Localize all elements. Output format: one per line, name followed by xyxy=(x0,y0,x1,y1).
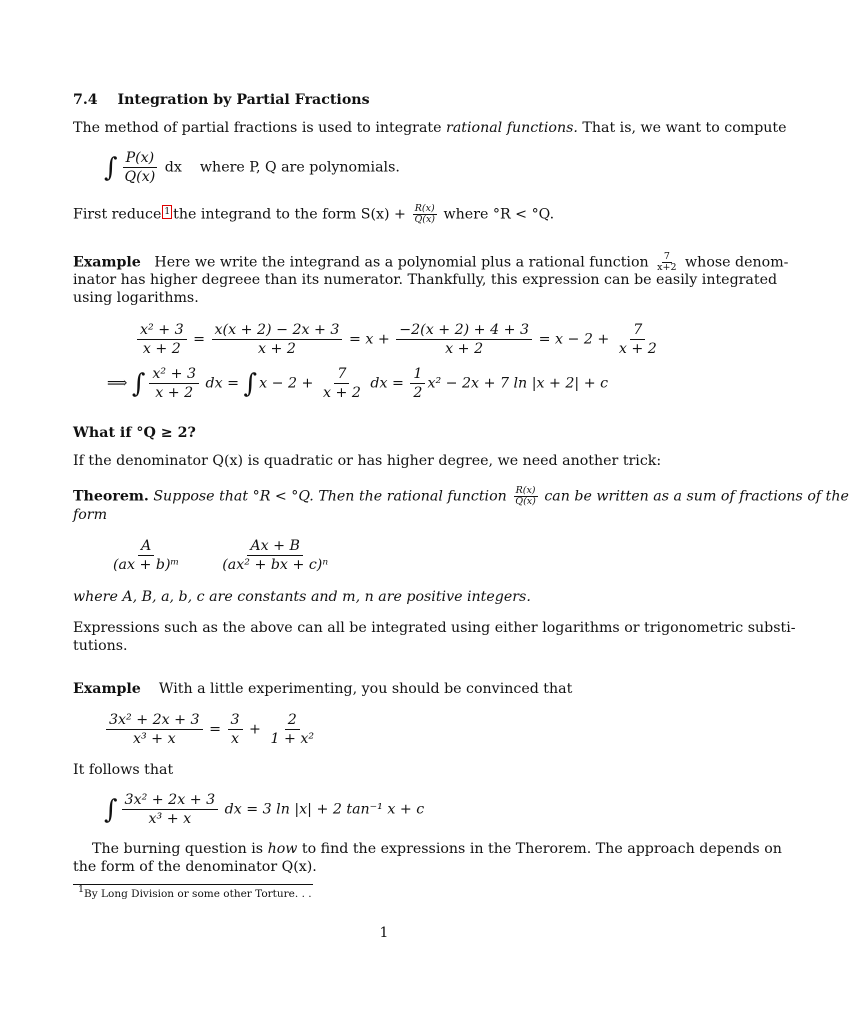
frac1 xyxy=(137,322,187,357)
equation-integral xyxy=(104,150,400,185)
eq-mid2: = x − 2 + xyxy=(538,331,610,348)
section-number: 7.4 xyxy=(73,92,98,108)
eq-mid: = x + xyxy=(348,331,390,348)
frac-num: x² + 3 xyxy=(149,366,199,384)
integral-sign: ∫ xyxy=(104,794,118,825)
eq-mid: dx = xyxy=(205,375,240,392)
frac-den: x + 2 xyxy=(258,341,296,357)
intro-text: The method of partial fractions is used to integrate xyxy=(73,120,447,136)
integral-sign: ∫ xyxy=(131,368,146,399)
frac2 xyxy=(212,322,343,357)
frac-num: 3x² + 2x + 3 xyxy=(122,792,219,810)
burning-text-end: to find the expressions in the Therorem. The approach depends on xyxy=(297,841,782,857)
frac-den: Q(x) xyxy=(515,496,536,507)
frac-num: 2 xyxy=(285,712,300,730)
frac1 xyxy=(106,712,203,747)
follows-line: It follows that xyxy=(73,762,174,778)
section-title: Integration by Partial Fractions xyxy=(117,92,370,108)
frac3 xyxy=(410,366,425,401)
frac-num: −2(x + 2) + 4 + 3 xyxy=(396,322,532,340)
expressions-line1: Expressions such as the above can all be integrated using either logarithms or trigonometric substi- xyxy=(73,620,796,636)
example1-line3: using logarithms. xyxy=(73,290,199,306)
eq-part: x − 2 + xyxy=(259,375,314,392)
frac-den: x + 2 xyxy=(155,385,194,401)
frac-den: x+2 xyxy=(657,262,677,273)
frac-den: 1 + x² xyxy=(270,731,315,747)
equation-integration xyxy=(107,366,608,401)
frac3 xyxy=(267,712,317,747)
example1-line2: inator has higher degreee than its numerator. Thankfully, this expression can be easily integrated xyxy=(73,272,778,288)
frac-den: (ax² + bx + c)ⁿ xyxy=(222,557,329,573)
fraction-pq xyxy=(122,150,159,185)
example-label: Example xyxy=(73,681,141,697)
theorem-label: Theorem. xyxy=(73,488,149,505)
frac3 xyxy=(396,322,532,357)
theorem-line2: form xyxy=(73,507,108,523)
fraction-rq xyxy=(513,486,538,507)
eq-tail: dx = 3 ln |x| + 2 tan⁻¹ x + c xyxy=(224,801,425,818)
frac-num: R(x) xyxy=(414,203,435,214)
frac-den: x + 2 xyxy=(142,341,181,357)
frac-num: x² + 3 xyxy=(137,322,187,340)
frac-den: 2 xyxy=(413,385,423,401)
fraction-rq xyxy=(412,204,437,225)
frac-num: 7 xyxy=(663,251,670,262)
integral-sign: ∫ xyxy=(104,152,118,183)
eq-tail: x² − 2x + 7 ln |x + 2| + c xyxy=(427,375,609,392)
footnote-link[interactable]: 1 xyxy=(164,206,171,217)
reduce-text-end: where °R < °Q. xyxy=(439,206,555,223)
frac-num: 3 xyxy=(228,712,243,730)
dx-text: dx xyxy=(164,159,182,176)
frac-num: A xyxy=(138,538,154,556)
footnote xyxy=(78,884,312,900)
whatif-heading: What if °Q ≥ 2? xyxy=(73,425,196,441)
frac-den: x³ + x xyxy=(132,731,176,747)
frac-den: (ax + b)ᵐ xyxy=(113,557,180,573)
fraction-7-over xyxy=(655,252,678,273)
footnote-rule xyxy=(73,884,313,885)
section-heading xyxy=(73,91,370,109)
frac-num: 7 xyxy=(630,322,645,340)
reduce-text-mid: the integrand to the form S(x) + xyxy=(173,206,411,223)
theorem-line1 xyxy=(73,486,849,507)
frac-num: 3x² + 2x + 3 xyxy=(106,712,203,730)
burning-line2: the form of the denominator Q(x). xyxy=(73,859,317,875)
implies-symbol: ⟹ xyxy=(107,375,128,392)
equation-expansion: $\frac{\text{x² + 3}}{x + 2}$ = $\frac{x(x + 2) - 2x + 3}{x + 2}$ = x + $\frac{-2(x + 2) + 4 + 3}{x + 2}$ = x − 2 + $\frac{7}{x + 2}$ xyxy=(135,322,662,357)
equation-result xyxy=(104,792,424,827)
frac2 xyxy=(228,712,243,747)
eq-mid2: dx = xyxy=(370,375,404,392)
expressions-line2: tutions. xyxy=(73,638,128,654)
burning-text: The burning question is xyxy=(92,841,268,857)
form-b xyxy=(219,538,331,573)
intro-text-end: That is, we want to compute xyxy=(577,120,787,136)
denominator-line: If the denominator Q(x) is quadratic or has higher degree, we need another trick: xyxy=(73,453,662,469)
frac-num: R(x) xyxy=(515,485,536,496)
example-label: Example xyxy=(73,254,141,271)
frac-den: x xyxy=(231,731,240,747)
example-text: Here we write the integrand as a polynomial plus a rational function xyxy=(154,254,654,271)
example-text: With a little experimenting, you should be convinced that xyxy=(158,681,573,697)
frac-den: x³ + x xyxy=(148,811,192,827)
footnote-text: By Long Division or some other Torture. . . xyxy=(84,888,312,900)
where-line: where A, B, a, b, c are constants and m, n are positive integers. xyxy=(73,589,531,605)
frac-num: 7 xyxy=(334,366,349,384)
frac-den: Q(x) xyxy=(414,214,436,225)
example2-line xyxy=(73,680,572,698)
footnote-mark: 1 xyxy=(78,884,85,895)
frac-den: x + 2 xyxy=(618,341,657,357)
burning-italic: how xyxy=(267,841,298,857)
reduce-text: First reduce xyxy=(73,206,162,223)
equation-decomposition: $\frac{\text{3x² + 2x + 3}}{\text{x³ + x}}$ = $\frac{3}{x}$ + $\frac{2}{\text{1 + x²}}$ xyxy=(104,712,319,747)
frac-den: x + 2 xyxy=(445,341,484,357)
example1-line1 xyxy=(73,252,788,273)
frac-num: 1 xyxy=(410,366,425,384)
frac-num: P(x) xyxy=(123,150,158,168)
intro-italic: rational functions. xyxy=(446,120,578,136)
theorem-text: Suppose that °R < °Q. Then the rational function xyxy=(148,488,512,505)
frac1 xyxy=(149,366,199,401)
example-text-end: whose denom- xyxy=(680,254,789,271)
frac-den: Q(x) xyxy=(124,169,156,185)
theorem-text-end: can be written as a sum of fractions of the xyxy=(539,488,849,505)
where-text: where P, Q are polynomials. xyxy=(199,159,400,176)
equation-forms xyxy=(108,538,333,573)
frac-den: x + 2 xyxy=(322,385,361,401)
integral-sign-2: ∫ xyxy=(243,368,258,399)
frac-num: Ax + B xyxy=(247,538,303,556)
page-number: 1 xyxy=(379,925,389,941)
intro-paragraph xyxy=(73,119,787,137)
frac4 xyxy=(616,322,660,357)
reduce-line xyxy=(73,204,554,225)
frac2 xyxy=(320,366,364,401)
frac1 xyxy=(122,792,219,827)
frac-num: x(x + 2) − 2x + 3 xyxy=(212,322,343,340)
burning-line1 xyxy=(92,840,782,858)
form-a xyxy=(110,538,182,573)
